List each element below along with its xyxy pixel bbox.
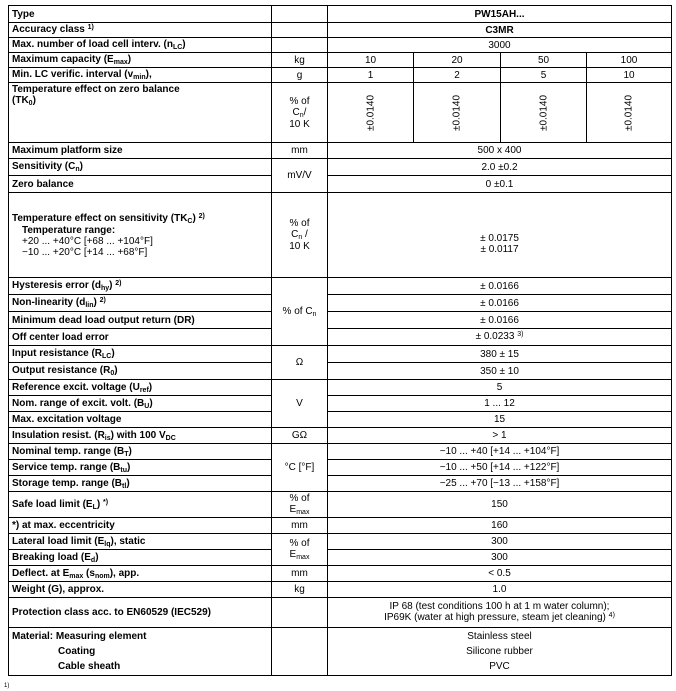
row-material [9,628,672,676]
min-interval-value: 1 [328,68,414,83]
material-coating: Silicone rubber [466,646,533,657]
storage-temp-value: −25 ... +70 [−13 ... +158°F] [328,476,672,492]
capacity-value: 50 [501,53,587,68]
row-deflection [9,566,672,582]
protection-value: IP 68 (test conditions 100 h at 1 m water column); IP69K (water at high pressure, steam jet cleaning) $^{4)}$ [328,598,672,628]
lateral-unit: % of $E_{max}$ [272,534,328,566]
lateral-label: Lateral load limit $(E_{lq})$, static [9,534,272,550]
weight-unit: kg [272,582,328,598]
temp-unit: °C [°F] [272,444,328,492]
material-sheath: PVC [489,661,510,672]
deflection-value: < 0.5 [328,566,672,582]
row-eccentricity [9,518,672,534]
mdlor-label: Minimum dead load output return (DR) [9,312,272,329]
mvv-unit: mV/V [272,159,328,193]
row-hysteresis [9,278,672,295]
row-zero-balance [9,176,672,193]
row-output-resistance [9,363,672,380]
tkc-value-2: ± 0.0117 [480,243,519,255]
safe-load-label: Safe load limit $(E_L)$ *) [9,492,272,518]
capacity-value: 100 [587,53,672,68]
tkc-label: Temperature effect on sensitivity $(TK_C)$ $^{2)}$ Temperature range: +20 ... +40°C [+68 ... +104°F] −10 ... +20°C [+14 ... +68°F] [9,193,272,278]
row-accuracy [9,23,672,38]
insulation-label: Insulation resist. $(R_{is})$ with 100 $V_{DC}$ [9,428,272,444]
max-intervals-value: 3000 [328,38,672,53]
insulation-unit: GΩ [272,428,328,444]
platform-value: 500 x 400 [328,143,672,159]
nonlinearity-value: ± 0.0166 [328,295,672,312]
safe-load-value: 150 [328,492,672,518]
row-nonlinearity [9,295,672,312]
input-resistance-value: 380 ± 15 [328,346,672,363]
ohm-unit: Ω [272,346,328,380]
hysteresis-value: ± 0.0166 [328,278,672,295]
nom-range-label: Nom. range of excit. volt. $(B_U)$ [9,396,272,412]
min-interval-value: 2 [414,68,501,83]
input-resistance-label: Input resistance $(R_{LC})$ [9,346,272,363]
tkc-value-1: ± 0.0175 [480,232,519,244]
max-excitation-value: 15 [328,412,672,428]
eccentricity-unit: mm [272,518,328,534]
protection-label: Protection class acc. to EN60529 (IEC529) [9,598,272,628]
row-insulation [9,428,672,444]
service-temp-label: Service temp. range $(B_{tu})$ [9,460,272,476]
sensitivity-value: 2.0 ±0.2 [328,159,672,176]
row-mdlor [9,312,672,329]
zero-balance-value: 0 ±0.1 [328,176,672,193]
tk0-value: ±0.0140 [414,83,501,143]
breaking-label: Breaking load $(E_d)$ [9,550,272,566]
deflection-label: Deflect. at $E_{max}$ $(s_{nom})$, app. [9,566,272,582]
insulation-value: > 1 [328,428,672,444]
volt-unit: V [272,380,328,428]
ref-voltage-value: 5 [328,380,672,396]
pct-cn-unit: % of $C_n$ [272,278,328,346]
accuracy-value: C3MR [328,23,672,38]
row-ref-voltage [9,380,672,396]
nominal-temp-label: Nominal temp. range $(B_T)$ [9,444,272,460]
row-type [9,6,672,23]
min-interval-unit: g [272,68,328,83]
row-min-interval [9,68,672,83]
row-lateral [9,534,672,550]
row-input-resistance [9,346,672,363]
type-unit [272,6,328,23]
tkc-unit: % of $C_n$ / 10 K [272,193,328,278]
min-interval-label: Min. LC verific. interval $(v_{min})$, [9,68,272,83]
tkc-range-label: Temperature range: [22,224,116,236]
tkc-range-2: −10 ... +20°C [+14 ... +68°F] [22,246,148,258]
row-off-center [9,329,672,346]
specification-table [8,5,672,676]
row-capacity [9,53,672,68]
row-storage-temp [9,476,672,492]
zero-balance-label: Zero balance [9,176,272,193]
tk0-unit: % of $C_n/$ 10 K [272,83,328,143]
row-tkc [9,193,672,278]
ref-voltage-label: Reference excit. voltage $(U_{ref})$ [9,380,272,396]
material-values [328,628,672,676]
row-nom-range [9,396,672,412]
min-interval-value: 10 [587,68,672,83]
hysteresis-label: Hysteresis error $(d_{hy})$ $^{2)}$ [9,278,272,295]
model-name: PW15AH... [328,6,672,23]
row-max-intervals [9,38,672,53]
weight-label: Weight (G), approx. [9,582,272,598]
service-temp-value: −10 ... +50 [+14 ... +122°F] [328,460,672,476]
type-label: Type [9,6,272,23]
nom-range-value: 1 ... 12 [328,396,672,412]
footnote-marker: 1) [4,683,10,689]
row-protection [9,598,672,628]
row-safe-load [9,492,672,518]
tk0-label: Temperature effect on zero balance $(TK_0)$ [9,83,272,143]
platform-label: Maximum platform size [9,143,272,159]
capacity-unit: kg [272,53,328,68]
tkc-range-1: +20 ... +40°C [+68 ... +104°F] [22,235,153,247]
output-resistance-value: 350 ± 10 [328,363,672,380]
output-resistance-label: Output resistance $(R_0)$ [9,363,272,380]
row-tk0 [9,83,672,143]
mdlor-value: ± 0.0166 [328,312,672,329]
deflection-unit: mm [272,566,328,582]
tk0-value: ±0.0140 [587,83,672,143]
material-label: Material: Measuring element Coating Cable sheath [9,628,272,676]
row-breaking [9,550,672,566]
accuracy-label: Accuracy class $^{1)}$ [9,23,272,38]
tk0-value: ±0.0140 [328,83,414,143]
max-intervals-label: Max. number of load cell interv. $(n_{LC})$ [9,38,272,53]
material-element: Stainless steel [467,631,532,642]
off-center-label: Off center load error [9,329,272,346]
nominal-temp-value: −10 ... +40 [+14 ... +104°F] [328,444,672,460]
eccentricity-label: *) at max. eccentricity [9,518,272,534]
sensitivity-label: Sensitivity $(C_n)$ [9,159,272,176]
breaking-value: 300 [328,550,672,566]
row-max-excitation [9,412,672,428]
capacity-value: 20 [414,53,501,68]
lateral-value: 300 [328,534,672,550]
row-nominal-temp [9,444,672,460]
row-sensitivity [9,159,672,176]
tk0-value: ±0.0140 [501,83,587,143]
nonlinearity-label: Non-linearity $(d_{lin})$ $^{2)}$ [9,295,272,312]
eccentricity-value: 160 [328,518,672,534]
platform-unit: mm [272,143,328,159]
weight-value: 1.0 [328,582,672,598]
row-service-temp [9,460,672,476]
row-weight [9,582,672,598]
capacity-label: Maximum capacity $(E_{max})$ [9,53,272,68]
row-platform [9,143,672,159]
safe-load-unit: % of $E_{max}$ [272,492,328,518]
storage-temp-label: Storage temp. range $(B_{tl})$ [9,476,272,492]
off-center-value: ± 0.0233 $^{3)}$ [328,329,672,346]
min-interval-value: 5 [501,68,587,83]
capacity-value: 10 [328,53,414,68]
max-excitation-label: Max. excitation voltage [9,412,272,428]
tkc-values [328,193,672,278]
